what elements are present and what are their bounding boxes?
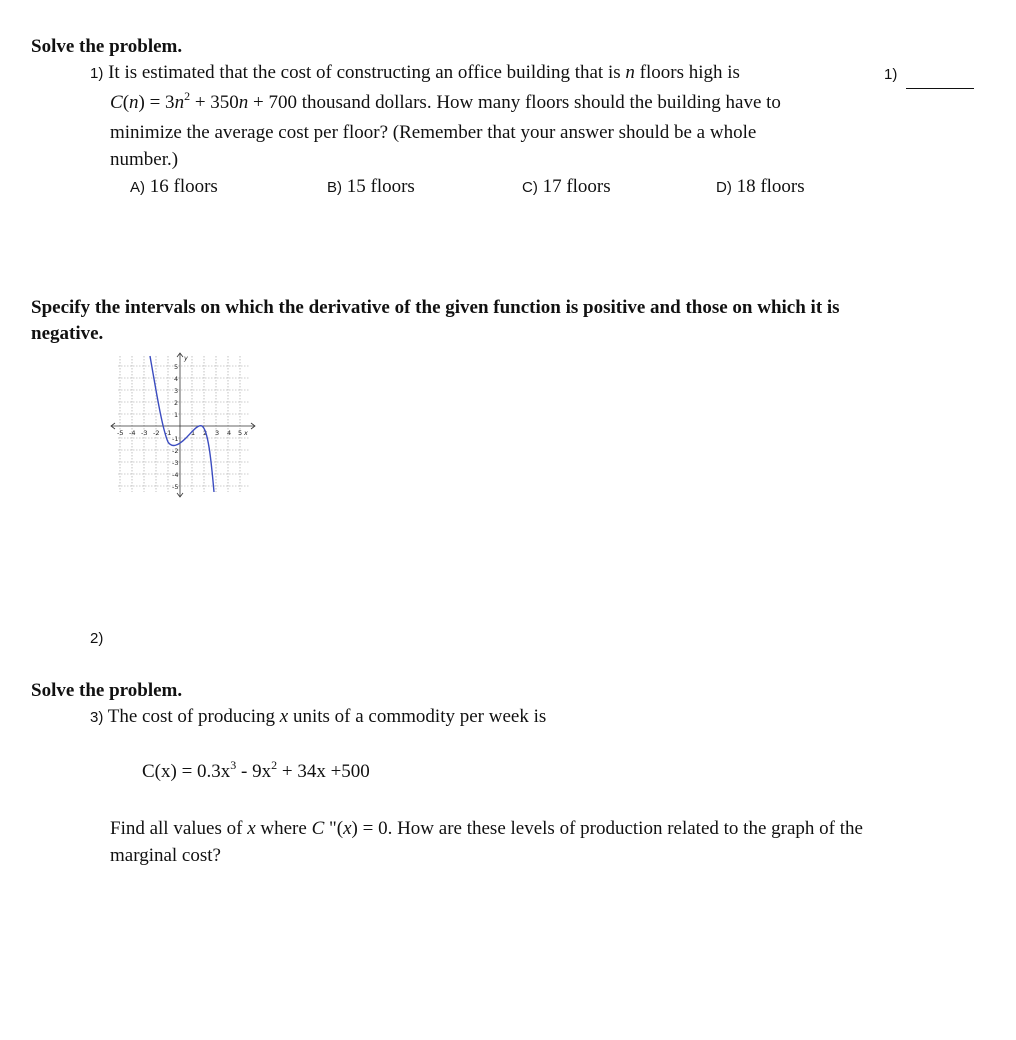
q3-eq-a: C(x) = 0.3x xyxy=(142,761,231,782)
x-tick-label: -2 xyxy=(153,429,160,437)
choice-c-text: 17 floors xyxy=(542,176,611,197)
q3-eq-c: + 34x +500 xyxy=(277,761,370,782)
q1-eq-n3: n xyxy=(238,92,249,113)
choice-b-label: B) xyxy=(327,179,342,196)
x-axis-label: x xyxy=(244,429,248,437)
q3-find-line1 xyxy=(110,818,863,840)
y-tick-label: 5 xyxy=(174,363,179,371)
function-curve xyxy=(150,356,214,492)
q1-answer-blank[interactable] xyxy=(906,88,974,89)
choice-b-text: 15 floors xyxy=(346,176,415,197)
q1-text-b: floors high is xyxy=(634,62,740,83)
x-tick-label: 5 xyxy=(238,429,243,437)
q1-eq-plus: + 350 xyxy=(190,92,239,113)
q1-line3: minimize the average cost per floor? (Remember that your answer should be a whole xyxy=(110,122,757,143)
q3-find-d: ) = 0. How are these levels of production related to the graph of the xyxy=(351,818,863,839)
q3-find-line2: marginal cost? xyxy=(110,845,221,866)
q2-number: 2) xyxy=(90,630,104,647)
x-tick-label: -4 xyxy=(129,429,136,437)
x-tick-label: 2 xyxy=(203,429,208,437)
q3-find-c: "( xyxy=(324,818,344,839)
section2-heading-line1: Specify the intervals on which the derivative of the given function is positive and those on which it is xyxy=(31,297,840,318)
choice-c-label: C) xyxy=(522,179,538,196)
choice-a-text: 16 floors xyxy=(149,176,218,197)
q1-eq-rest: + 700 thousand dollars. How many floors should the building have to xyxy=(248,92,781,113)
y-tick-label: -3 xyxy=(172,459,179,467)
q3-eq-sup2: 2 xyxy=(271,757,278,772)
q1-number: 1) xyxy=(90,65,104,82)
q3-find-var: x xyxy=(247,818,256,839)
q1-line1 xyxy=(90,62,740,84)
section3-heading: Solve the problem. xyxy=(31,680,183,701)
q1-eq-sup: 2 xyxy=(184,88,191,103)
y-tick-label: 4 xyxy=(174,375,179,383)
choice-d-text: 18 floors xyxy=(736,176,805,197)
y-tick-label: -1 xyxy=(172,435,179,443)
x-tick-label: 3 xyxy=(215,429,220,437)
section1-heading: Solve the problem. xyxy=(31,36,183,57)
q1-eq-n2: n xyxy=(174,92,185,113)
q1-choice-b[interactable] xyxy=(327,176,415,198)
y-tick-label: -2 xyxy=(172,447,179,455)
q1-line4: number.) xyxy=(110,149,179,170)
q3-find-C: C xyxy=(311,818,325,839)
y-tick-label: 2 xyxy=(174,399,179,407)
graph-tick-labels xyxy=(117,354,248,491)
q1-eq-mid: ) = 3 xyxy=(138,92,175,113)
q1-choice-c[interactable] xyxy=(522,176,611,198)
q3-eq-b: - 9x xyxy=(236,761,272,782)
x-tick-label: -5 xyxy=(117,429,124,437)
y-tick-label: -5 xyxy=(172,483,179,491)
q3-line1 xyxy=(90,706,546,728)
x-tick-label: 4 xyxy=(227,429,232,437)
x-tick-label: 1 xyxy=(191,429,196,437)
q3-find-b: where xyxy=(255,818,312,839)
choice-a-label: A) xyxy=(130,179,145,196)
y-tick-label: 3 xyxy=(174,387,179,395)
q3-var-x: x xyxy=(279,706,289,727)
q1-answer-number: 1) xyxy=(884,66,898,83)
graph-grid xyxy=(118,356,250,492)
q1-choice-d[interactable] xyxy=(716,176,805,198)
choice-d-label: D) xyxy=(716,179,732,196)
q3-find-a: Find all values of xyxy=(110,818,248,839)
y-axis-label: y xyxy=(184,354,188,362)
q3-find-x: x xyxy=(343,818,352,839)
section2-heading-line2: negative. xyxy=(31,323,104,344)
q3-text-b: units of a commodity per week is xyxy=(288,706,547,727)
q1-line2 xyxy=(110,88,781,114)
x-tick-label: -3 xyxy=(141,429,148,437)
y-tick-label: -4 xyxy=(172,471,179,479)
q3-eq-sup1: 3 xyxy=(230,757,237,772)
q1-text-a: It is estimated that the cost of constructing an office building that is xyxy=(108,62,626,83)
graph-axes xyxy=(111,353,255,497)
y-tick-label: 1 xyxy=(174,411,179,419)
q1-var-n: n xyxy=(625,62,635,83)
q1-eq-C: C xyxy=(110,92,123,113)
q3-equation xyxy=(142,757,370,783)
x-tick-label: -1 xyxy=(165,429,172,437)
q1-eq-n: n xyxy=(129,92,139,113)
q3-number: 3) xyxy=(90,709,104,726)
q1-eq-open: ( xyxy=(122,92,130,113)
function-graph xyxy=(108,350,258,500)
q3-text-a: The cost of producing xyxy=(107,706,280,727)
q1-choice-a[interactable] xyxy=(130,176,218,198)
